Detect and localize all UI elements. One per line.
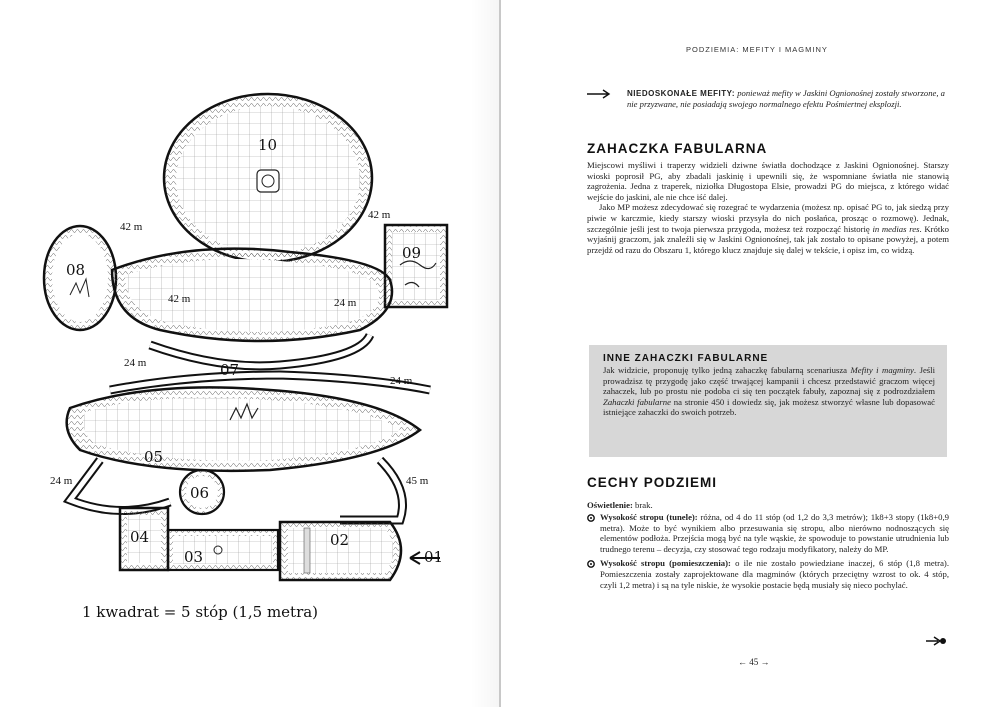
- map-scale-label: 1 kwadrat = 5 stóp (1,5 metra): [82, 603, 319, 621]
- sidebar-title: INNE ZAHACZKI FABULARNE: [603, 353, 769, 364]
- dungeon-map: [40, 90, 460, 610]
- distance-label: 42 m: [168, 293, 191, 305]
- list-item: Wysokość stropu (pomieszczenia): o ile nie zostało powiedziane inaczej, 6 stóp (1,8 metra). Pomieszczenia zostały zaprojektowane dla magminów (których przeciętny wzrost to ok. 4 stóp, czyli 1,2 metra) i są na tyle niskie, że wysokie postacie będą musiały się nieco pochylać.: [587, 558, 949, 590]
- gear-bullet-icon: [587, 560, 595, 568]
- features-heading: CECHY PODZIEMI: [587, 475, 718, 490]
- features-list: [587, 512, 949, 594]
- area-label: 08: [66, 261, 86, 279]
- page-gutter: [499, 0, 501, 707]
- area-label: 05: [144, 448, 164, 466]
- distance-label: 24 m: [390, 375, 413, 387]
- note-text: ponieważ mefity w Jaskini Ognionośnej zostały stworzone, a nie przyzwane, nie posiadają swojego normalnego efektu Pośmiertnej eksplozji.: [627, 88, 945, 109]
- mefit-note: [587, 88, 947, 110]
- rune-icon: [257, 170, 279, 192]
- area-label: 01: [424, 548, 444, 566]
- page-number: ← 45 →: [738, 657, 770, 667]
- list-item: Wysokość stropu (tunele): różna, od 4 do 11 stóp (od 1,2 do 3,3 metrów); 1k8+3 stopy (1k8+0,9 metra). Może to być wynikiem albo przesuwania się stropu, albo nierówno nodnoszących się elementów podłoża. Przejścia mogą być na tyle wąskie, że spowoduje to powstanie utrudnienia lub trudnego terenu – decyzja, czy stosować tego rodzaju modyfikatory, należy do MP.: [587, 512, 949, 554]
- area-label: 03: [184, 548, 204, 566]
- hook-body: [587, 160, 949, 255]
- running-head: PODZIEMIA: MEFITY I MAGMINY: [686, 45, 828, 54]
- distance-label: 42 m: [368, 209, 391, 221]
- hook-paragraph-1: Miejscowi myśliwi i traperzy widzieli dziwne światła dochodzące z Jaskini Ognionośnej. Starszy wioski poprosił PG, aby zbadali jaskinię i upewnili się, że wspomniane światła nie stanowią zagrożenia. Jedna z traperek, niziołka Długostopa Elsie, prowadzi PG do miejsca, z którego widać wejście do jaskini, ale nie chce iść dalej.: [587, 160, 949, 202]
- hook-paragraph-2: Jako MP możesz zdecydować się rozegrać te wydarzenia (możesz np. opisać PG to, jak siedzą przy piwie w karczmie, kiedy starszy wioski przysyła do nich posłańca, prosząc o rozmowę). Jednak, szczególnie jeśli jest to twoja pierwsza przygoda, możesz też rozpocząć historię in medias res. Krótko wyjaśnij graczom, jak znaleźli się w Jaskini Ognionośnej, tak jak zostało to opisane powyżej, a potem przejdź od razu do Obszaru 1, którego klucz znajduje się dalej w tekście, i opisz im, co widzą.: [587, 202, 949, 255]
- gutter-shadow: [470, 0, 500, 707]
- end-ornament-icon: [926, 635, 948, 647]
- distance-label: 42 m: [120, 221, 143, 233]
- distance-label: 24 m: [124, 357, 147, 369]
- gear-bullet-icon: [587, 514, 595, 522]
- hook-heading: ZAHACZKA FABULARNA: [587, 141, 768, 156]
- distance-label: 24 m: [50, 475, 73, 487]
- upper-cavern: [112, 249, 392, 341]
- arrow-ornament-icon: [587, 89, 613, 99]
- area-label: 09: [402, 244, 422, 262]
- area-label: 07: [220, 361, 240, 379]
- lighting-line: Oświetlenie: brak.: [587, 500, 653, 510]
- sidebar-box: [589, 345, 947, 457]
- area-label: 04: [130, 528, 150, 546]
- area-10-cavern: [164, 94, 372, 262]
- area-09-room: [385, 225, 447, 307]
- area-label: 06: [190, 484, 210, 502]
- area-label: 10: [258, 136, 278, 154]
- middle-cavern: [67, 387, 420, 470]
- sidebar-text: Jak widzicie, proponuję tylko jedną zahaczkę fabularną scenariusza Mefity i magminy. Jeśli prowadzisz tę przygodę jako część trwającej kampanii i chcesz przedstawić graczom więcej zahaczek, lub po prostu nie podoba ci się ten początek fabuły, zapoznaj się z podrozdziałem Zahaczki fabularne na stronie 450 i dowiedz się, jak możesz stworzyć własne lub dopasować istniejące zahaczki do swoich potrzeb.: [603, 365, 936, 418]
- note-title: NIEDOSKONAŁE MEFITY:: [627, 89, 736, 98]
- distance-label: 45 m: [406, 475, 429, 487]
- area-label: 02: [330, 531, 350, 549]
- distance-label: 24 m: [334, 297, 357, 309]
